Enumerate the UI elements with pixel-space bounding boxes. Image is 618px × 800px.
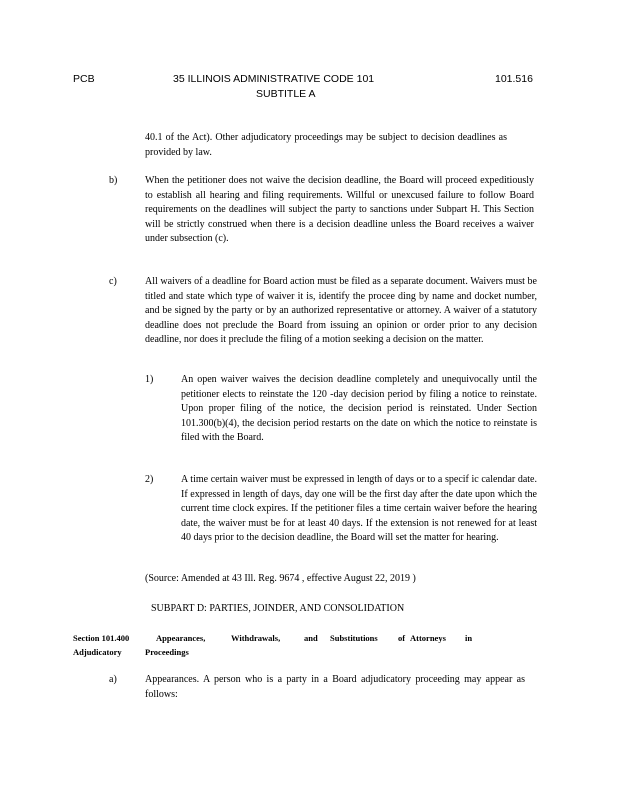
section-title-word-2: Withdrawals, <box>231 633 281 643</box>
section-title-word-1: Appearances, <box>156 633 206 643</box>
section-title-word-6: Attorneys <box>410 633 446 643</box>
section-title-word-3: and <box>304 633 318 643</box>
section-title-word-5: of <box>398 633 406 643</box>
section-title-word-7: in <box>465 633 473 643</box>
paragraph-c2-label: 2) <box>145 474 154 485</box>
section-title-word-4: Substitutions <box>330 633 378 643</box>
subsection-a-label: a) <box>109 674 117 685</box>
paragraph-c1-text: An open waiver waives the decision deadline completely and unequivocally until the petitioner elects to reinstate the 120 -day decision period by filing a notice to reinstate. Upon proper filing of the notice, the decision period is reinstated. Under Section 101.300(b)(4), the decision period restarts on the date on which the notice to reinstate is filed with the Board. <box>181 374 537 443</box>
subsection-b-label: b) <box>109 175 118 186</box>
subsection-c-label: c) <box>109 276 117 287</box>
subsection-b-text: When the petitioner does not waive the decision deadline, the Board will proceed expeditiously to establish all hearing and filing requirements. Willful or unexcused failure to follow Board requirements on the deadlines will subject the party to sanctions under Subpart H. This Section will be strictly construed when there is a decision deadline unless the Board receives a waiver under subsection (c). <box>145 175 534 244</box>
subsection-a-text: Appearances. A person who is a party in a Board adjudicatory proceeding may appear as follows: <box>145 674 525 700</box>
header-center-line1: 35 ILLINOIS ADMINISTRATIVE CODE 101 <box>173 73 375 85</box>
subsection-c-text: All waivers of a deadline for Board action must be filed as a separate document. Waivers must be titled and state which type of waiver it is, identify the procee ding by name and docket number, and be signed by the party or by an authorized representative or attorney. A waiver of a statutory deadline does not preclude the Board from issuing an opinion or order prior to any decision deadline, nor does it preclude the filing of a motion seeking a decision on the matter. <box>145 276 537 345</box>
header-center-line2: SUBTITLE A <box>256 88 316 100</box>
section-number: Section 101.400 <box>73 633 130 643</box>
section-title-line2-right: Proceedings <box>145 647 189 657</box>
source-note: (Source: Amended at 43 Ill. Reg. 9674 , effective August 22, 2019 ) <box>145 573 416 584</box>
paragraph-c1-label: 1) <box>145 374 154 385</box>
header-left: PCB <box>73 73 95 85</box>
section-title-line2-left: Adjudicatory <box>73 647 122 657</box>
intro-paragraph: 40.1 of the Act). Other adjudicatory proceedings may be subject to decision deadlines as provided by law. <box>145 132 507 158</box>
subpart-heading: SUBPART D: PARTIES, JOINDER, AND CONSOLIDATION <box>151 603 405 614</box>
header-right: 101.516 <box>495 73 533 85</box>
paragraph-c2-text: A time certain waiver must be expressed in length of days or to a specif ic calendar date. If expressed in length of days, day one will be the first day after the date upon which the current time clock expires. If the petitioner files a time certain waiver before the hearing date, the waiver must be for at least 40 days. If the extension is not renewed for at least 40 days prior to the decision deadline, the Board will set the matter for hearing. <box>181 474 537 543</box>
